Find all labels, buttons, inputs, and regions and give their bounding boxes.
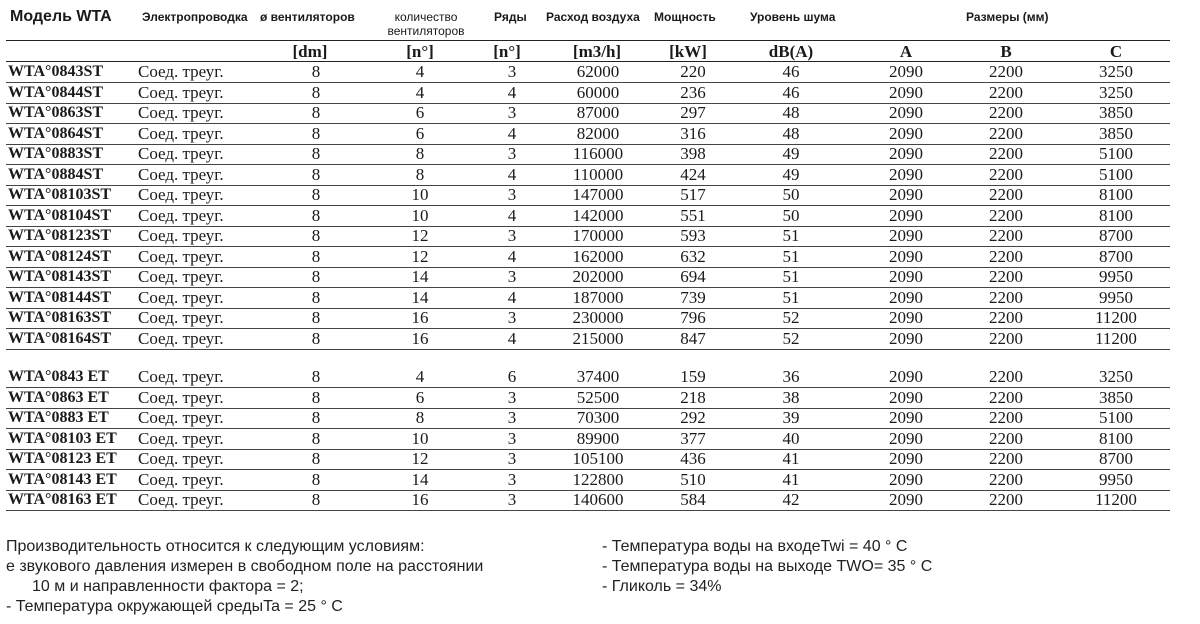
rows-cell: 3 xyxy=(507,144,517,163)
noise-cell: 40 xyxy=(782,428,800,448)
noise-column-header: Уровень шума xyxy=(750,10,836,24)
fan-count-cell: 12 xyxy=(411,449,429,468)
dimension-a-cell: 2090 xyxy=(889,144,923,163)
note-line: - Гликоль = 34% xyxy=(602,578,722,595)
dimension-b-cell: 2200 xyxy=(989,103,1023,122)
fan-count-cell: 10 xyxy=(411,428,429,448)
wiring-cell: Соед. треуг. xyxy=(138,103,224,122)
dimension-b-cell: 2200 xyxy=(989,469,1023,489)
rows-cell: 4 xyxy=(507,246,517,266)
fan-diameter-cell: 8 xyxy=(311,287,321,307)
fan-diameter-cell: 8 xyxy=(311,367,321,386)
wiring-cell: Соед. треуг. xyxy=(138,367,224,386)
wiring-cell: Соед. треуг. xyxy=(138,287,224,307)
fan-count-cell: 6 xyxy=(415,387,425,407)
wiring-cell: Соед. треуг. xyxy=(138,82,224,102)
note-line: е звукового давления измерен в свободном поле на расстоянии xyxy=(6,558,484,575)
rows-cell: 3 xyxy=(507,308,517,327)
dimension-c-cell: 8100 xyxy=(1099,428,1133,448)
table-row xyxy=(6,267,1170,288)
model-cell: WTA°08163 ET xyxy=(8,491,117,508)
noise-cell: 50 xyxy=(782,205,800,225)
model-cell: WTA°08163ST xyxy=(8,309,112,326)
wiring-cell: Соед. треуг. xyxy=(138,205,224,225)
rows-cell: 3 xyxy=(507,449,517,468)
power-cell: 694 xyxy=(680,267,706,286)
airflow-cell: 230000 xyxy=(572,308,624,327)
airflow-cell: 70300 xyxy=(576,408,620,427)
table-row xyxy=(6,124,1170,145)
fan-diameter-cell: 8 xyxy=(311,449,321,468)
note-line: 10 м и направленности фактора = 2; xyxy=(32,578,304,595)
power-cell: 632 xyxy=(680,246,706,266)
model-cell: WTA°08104ST xyxy=(8,206,112,224)
power-cell: 297 xyxy=(680,103,706,122)
dimension-b-cell: 2200 xyxy=(989,408,1023,427)
airflow-cell: 60000 xyxy=(576,82,620,102)
fan-diameter-cell: 8 xyxy=(311,123,321,143)
noise-cell: 39 xyxy=(782,408,800,427)
rows-cell: 6 xyxy=(507,367,517,386)
power-cell: 316 xyxy=(680,123,706,143)
noise-cell: 46 xyxy=(782,62,800,81)
power-cell: 377 xyxy=(680,428,706,448)
dimension-c-cell: 5100 xyxy=(1099,164,1133,184)
dimension-b-cell: 2200 xyxy=(989,428,1023,448)
table-row xyxy=(6,206,1170,227)
note-line: - Температура воды на входеTwi = 40 ° C xyxy=(602,538,908,555)
rows-cell: 4 xyxy=(507,205,517,225)
fan-diameter-cell: 8 xyxy=(311,490,321,509)
dimension-c-cell: 9950 xyxy=(1099,287,1133,307)
dimension-b-cell: 2200 xyxy=(989,82,1023,102)
dimension-c-cell: 8100 xyxy=(1099,185,1133,204)
dimension-c-cell: 3250 xyxy=(1099,367,1133,386)
model-cell: WTA°0883 ET xyxy=(8,409,109,426)
rows-cell: 3 xyxy=(507,490,517,509)
table-row xyxy=(6,144,1170,165)
wiring-cell: Соед. треуг. xyxy=(138,185,224,204)
noise-cell: 52 xyxy=(782,328,800,348)
power-cell: 739 xyxy=(680,287,706,307)
fan-diameter-cell: 8 xyxy=(311,308,321,327)
rows-cell: 3 xyxy=(507,185,517,204)
dimension-c-cell: 8100 xyxy=(1099,205,1133,225)
dimensions-column-header: Размеры (мм) xyxy=(966,10,1049,24)
fan-count-cell: 14 xyxy=(411,469,429,489)
power-cell: 218 xyxy=(680,387,706,407)
fan-count-cell: 8 xyxy=(415,164,425,184)
airflow-cell: 187000 xyxy=(572,287,624,307)
power-cell: 551 xyxy=(680,205,706,225)
fan-diameter-cell: 8 xyxy=(311,428,321,448)
dimension-c-cell: 5100 xyxy=(1099,408,1133,427)
power-cell: 159 xyxy=(680,367,706,386)
airflow-cell: 142000 xyxy=(572,205,624,225)
dimension-c-cell: 3250 xyxy=(1099,62,1133,81)
airflow-cell: 202000 xyxy=(572,267,624,286)
noise-unit: dB(A) xyxy=(768,42,814,61)
note-line: Производительность относится к следующим условиям: xyxy=(6,538,425,555)
wiring-cell: Соед. треуг. xyxy=(138,144,224,163)
power-cell: 796 xyxy=(680,308,706,327)
model-cell: WTA°0883ST xyxy=(8,145,104,162)
rows-cell: 3 xyxy=(507,226,517,245)
fan-count-cell: 16 xyxy=(411,308,429,327)
fan-diameter-cell: 8 xyxy=(311,328,321,348)
fan-diameter-cell: 8 xyxy=(311,144,321,163)
fan-diameter-cell: 8 xyxy=(311,267,321,286)
fan-diameter-cell: 8 xyxy=(311,246,321,266)
dimension-a-cell: 2090 xyxy=(889,82,923,102)
airflow-column-header: Расход воздуха xyxy=(546,10,640,24)
dimension-b-cell: 2200 xyxy=(989,246,1023,266)
dimension-c-cell: 5100 xyxy=(1099,144,1133,163)
fan-diameter-cell: 8 xyxy=(311,103,321,122)
noise-cell: 49 xyxy=(782,144,800,163)
model-cell: WTA°0843ST xyxy=(8,63,104,80)
dimension-b-cell: 2200 xyxy=(989,387,1023,407)
airflow-cell: 105100 xyxy=(572,449,624,468)
fan-diameter-unit: [dm] xyxy=(292,42,328,61)
model-cell: WTA°08123 ET xyxy=(8,450,117,467)
dimension-a-cell: 2090 xyxy=(889,123,923,143)
noise-cell: 41 xyxy=(782,449,800,468)
noise-cell: 36 xyxy=(782,367,800,386)
noise-cell: 51 xyxy=(782,226,800,245)
wiring-cell: Соед. треуг. xyxy=(138,408,224,427)
rows-cell: 3 xyxy=(507,62,517,81)
table-row xyxy=(6,308,1170,329)
rows-cell: 3 xyxy=(507,469,517,489)
power-cell: 236 xyxy=(680,82,706,102)
dimension-c-cell: 3850 xyxy=(1099,123,1133,143)
airflow-cell: 37400 xyxy=(576,367,620,386)
airflow-cell: 215000 xyxy=(572,328,624,348)
model-cell: WTA°08103 ET xyxy=(8,429,117,447)
dimension-a-cell: 2090 xyxy=(889,428,923,448)
fan-count-column-header: количество вентиляторов xyxy=(387,10,465,38)
dimension-a-cell: 2090 xyxy=(889,469,923,489)
wiring-cell: Соед. треуг. xyxy=(138,62,224,81)
power-cell: 220 xyxy=(680,62,706,81)
dimension-c-cell: 11200 xyxy=(1095,328,1137,348)
dimension-a-cell: 2090 xyxy=(889,205,923,225)
model-column-header: Модель WTA xyxy=(10,8,112,25)
wiring-cell: Соед. треуг. xyxy=(138,226,224,245)
table-row xyxy=(6,429,1170,450)
airflow-cell: 82000 xyxy=(576,123,620,143)
noise-cell: 46 xyxy=(782,82,800,102)
fan-diameter-cell: 8 xyxy=(311,205,321,225)
fan-count-cell: 14 xyxy=(411,287,429,307)
fan-diameter-cell: 8 xyxy=(311,226,321,245)
airflow-cell: 62000 xyxy=(576,62,620,81)
table-row xyxy=(6,388,1170,409)
dimension-a-cell: 2090 xyxy=(889,449,923,468)
dimension-c-cell: 8700 xyxy=(1099,226,1133,245)
dimension-a-cell: 2090 xyxy=(889,408,923,427)
rows-cell: 3 xyxy=(507,103,517,122)
model-cell: WTA°0843 ET xyxy=(8,368,109,385)
dimension-b-cell: 2200 xyxy=(989,308,1023,327)
fan-count-cell: 12 xyxy=(411,246,429,266)
dimension-b-cell: 2200 xyxy=(989,328,1023,348)
dimension-b-cell: 2200 xyxy=(989,123,1023,143)
noise-cell: 48 xyxy=(782,103,800,122)
noise-cell: 51 xyxy=(782,267,800,286)
airflow-cell: 162000 xyxy=(572,246,624,266)
power-cell: 436 xyxy=(680,449,706,468)
conditions-notes-right xyxy=(602,537,932,597)
wiring-column-header: Электропроводка xyxy=(142,10,248,24)
wiring-cell: Соед. треуг. xyxy=(138,267,224,286)
airflow-cell: 147000 xyxy=(572,185,624,204)
wiring-cell: Соед. треуг. xyxy=(138,308,224,327)
rows-cell: 4 xyxy=(507,287,517,307)
airflow-cell: 89900 xyxy=(576,428,620,448)
airflow-cell: 110000 xyxy=(572,164,624,184)
table-row xyxy=(6,185,1170,206)
fan-count-cell: 8 xyxy=(415,144,425,163)
note-line: - Температура воды на выходе TWO= 35 ° C xyxy=(602,558,933,575)
dimension-c-cell: 9950 xyxy=(1099,267,1133,286)
fan-count-cell: 10 xyxy=(411,205,429,225)
rows-column-header: Ряды xyxy=(494,10,527,24)
dimension-a-header: A xyxy=(899,42,913,61)
dimension-c-cell: 9950 xyxy=(1099,469,1133,489)
rows-cell: 3 xyxy=(507,428,517,448)
noise-cell: 51 xyxy=(782,287,800,307)
dimension-c-header: C xyxy=(1109,42,1123,61)
table-row xyxy=(6,226,1170,247)
model-cell: WTA°0884ST xyxy=(8,165,104,183)
table-row xyxy=(6,470,1170,491)
model-cell: WTA°08103ST xyxy=(8,186,112,203)
dimension-a-cell: 2090 xyxy=(889,267,923,286)
airflow-cell: 87000 xyxy=(576,103,620,122)
noise-cell: 49 xyxy=(782,164,800,184)
model-cell: WTA°08123ST xyxy=(8,227,112,244)
fan-count-cell: 16 xyxy=(411,490,429,509)
dimension-b-cell: 2200 xyxy=(989,62,1023,81)
dimension-a-cell: 2090 xyxy=(889,490,923,509)
power-cell: 517 xyxy=(680,185,706,204)
model-cell: WTA°0844ST xyxy=(8,83,104,101)
noise-cell: 38 xyxy=(782,387,800,407)
rows-cell: 3 xyxy=(507,267,517,286)
table-row xyxy=(6,449,1170,470)
noise-cell: 42 xyxy=(782,490,800,509)
fan-diameter-cell: 8 xyxy=(311,185,321,204)
power-cell: 398 xyxy=(680,144,706,163)
airflow-cell: 116000 xyxy=(572,144,624,163)
dimension-a-cell: 2090 xyxy=(889,387,923,407)
fan-count-cell: 8 xyxy=(415,408,425,427)
dimension-a-cell: 2090 xyxy=(889,367,923,386)
noise-cell: 51 xyxy=(782,246,800,266)
noise-cell: 50 xyxy=(782,185,800,204)
dimension-c-cell: 3250 xyxy=(1099,82,1133,102)
fan-count-cell: 12 xyxy=(411,226,429,245)
dimension-a-cell: 2090 xyxy=(889,287,923,307)
model-cell: WTA°0864ST xyxy=(8,124,104,142)
model-cell: WTA°08164ST xyxy=(8,329,112,347)
fan-diameter-cell: 8 xyxy=(311,408,321,427)
wiring-cell: Соед. треуг. xyxy=(138,328,224,348)
dimension-a-cell: 2090 xyxy=(889,308,923,327)
header-divider xyxy=(6,40,1170,41)
power-cell: 593 xyxy=(680,226,706,245)
dimension-a-cell: 2090 xyxy=(889,328,923,348)
note-line: - Температура окружающей средыTa = 25 ° C xyxy=(6,598,343,615)
dimension-a-cell: 2090 xyxy=(889,246,923,266)
power-cell: 847 xyxy=(680,328,706,348)
table-row xyxy=(6,83,1170,104)
rows-cell: 4 xyxy=(507,82,517,102)
dimension-a-cell: 2090 xyxy=(889,62,923,81)
dimension-c-cell: 3850 xyxy=(1099,387,1133,407)
dimension-b-cell: 2200 xyxy=(989,144,1023,163)
fan-count-unit: [n°] xyxy=(406,42,434,61)
airflow-cell: 170000 xyxy=(572,226,624,245)
power-cell: 584 xyxy=(680,490,706,509)
table-row xyxy=(6,408,1170,429)
noise-cell: 48 xyxy=(782,123,800,143)
model-cell: WTA°08124ST xyxy=(8,247,112,265)
wiring-cell: Соед. треуг. xyxy=(138,164,224,184)
airflow-cell: 52500 xyxy=(576,387,620,407)
rows-cell: 3 xyxy=(507,408,517,427)
dimension-b-cell: 2200 xyxy=(989,267,1023,286)
table-row xyxy=(6,62,1170,83)
dimension-b-cell: 2200 xyxy=(989,449,1023,468)
dimension-b-header: B xyxy=(1000,42,1012,61)
dimension-b-cell: 2200 xyxy=(989,367,1023,386)
table-row xyxy=(6,329,1170,350)
fan-count-cell: 14 xyxy=(411,267,429,286)
dimension-b-cell: 2200 xyxy=(989,490,1023,509)
fan-count-cell: 16 xyxy=(411,328,429,348)
power-unit: [kW] xyxy=(669,42,707,61)
power-cell: 510 xyxy=(680,469,706,489)
fan-count-cell: 4 xyxy=(415,62,425,81)
model-cell: WTA°0863 ET xyxy=(8,388,109,406)
model-cell: WTA°08143ST xyxy=(8,268,112,285)
dimension-c-cell: 8700 xyxy=(1099,449,1133,468)
airflow-cell: 140600 xyxy=(572,490,624,509)
table-row xyxy=(6,367,1170,388)
dimension-b-cell: 2200 xyxy=(989,205,1023,225)
fan-count-cell: 4 xyxy=(415,82,425,102)
noise-cell: 52 xyxy=(782,308,800,327)
wiring-cell: Соед. треуг. xyxy=(138,387,224,407)
dimension-b-cell: 2200 xyxy=(989,185,1023,204)
dimension-c-cell: 11200 xyxy=(1095,490,1137,509)
fan-diameter-column-header: ø вентиляторов xyxy=(260,10,355,24)
wiring-cell: Соед. треуг. xyxy=(138,449,224,468)
rows-cell: 3 xyxy=(507,387,517,407)
wiring-cell: Соед. треуг. xyxy=(138,490,224,509)
table-row xyxy=(6,103,1170,124)
model-cell: WTA°08144ST xyxy=(8,288,112,306)
fan-diameter-cell: 8 xyxy=(311,164,321,184)
model-cell: WTA°08143 ET xyxy=(8,470,117,488)
table-row xyxy=(6,165,1170,186)
dimension-b-cell: 2200 xyxy=(989,164,1023,184)
dimension-b-cell: 2200 xyxy=(989,287,1023,307)
power-cell: 292 xyxy=(680,408,706,427)
fan-count-cell: 10 xyxy=(411,185,429,204)
table-row xyxy=(6,247,1170,268)
fan-diameter-cell: 8 xyxy=(311,82,321,102)
fan-diameter-cell: 8 xyxy=(311,387,321,407)
model-cell: WTA°0863ST xyxy=(8,104,104,121)
dimension-c-cell: 3850 xyxy=(1099,103,1133,122)
rows-cell: 4 xyxy=(507,123,517,143)
wiring-cell: Соед. треуг. xyxy=(138,469,224,489)
table-row xyxy=(6,288,1170,309)
fan-diameter-cell: 8 xyxy=(311,62,321,81)
fan-count-cell: 4 xyxy=(415,367,425,386)
power-column-header: Мощность xyxy=(654,10,716,24)
dimension-a-cell: 2090 xyxy=(889,226,923,245)
dimension-a-cell: 2090 xyxy=(889,185,923,204)
dimension-c-cell: 11200 xyxy=(1095,308,1137,327)
dimension-b-cell: 2200 xyxy=(989,226,1023,245)
fan-count-cell: 6 xyxy=(415,103,425,122)
table-row xyxy=(6,490,1170,511)
dimension-a-cell: 2090 xyxy=(889,164,923,184)
conditions-notes-left xyxy=(6,537,483,617)
rows-unit: [n°] xyxy=(493,42,521,61)
power-cell: 424 xyxy=(680,164,706,184)
rows-cell: 4 xyxy=(507,164,517,184)
rows-cell: 4 xyxy=(507,328,517,348)
fan-diameter-cell: 8 xyxy=(311,469,321,489)
airflow-unit: [m3/h] xyxy=(572,42,622,61)
fan-count-cell: 6 xyxy=(415,123,425,143)
dimension-c-cell: 8700 xyxy=(1099,246,1133,266)
wiring-cell: Соед. треуг. xyxy=(138,428,224,448)
wiring-cell: Соед. треуг. xyxy=(138,246,224,266)
airflow-cell: 122800 xyxy=(572,469,624,489)
noise-cell: 41 xyxy=(782,469,800,489)
wiring-cell: Соед. треуг. xyxy=(138,123,224,143)
dimension-a-cell: 2090 xyxy=(889,103,923,122)
